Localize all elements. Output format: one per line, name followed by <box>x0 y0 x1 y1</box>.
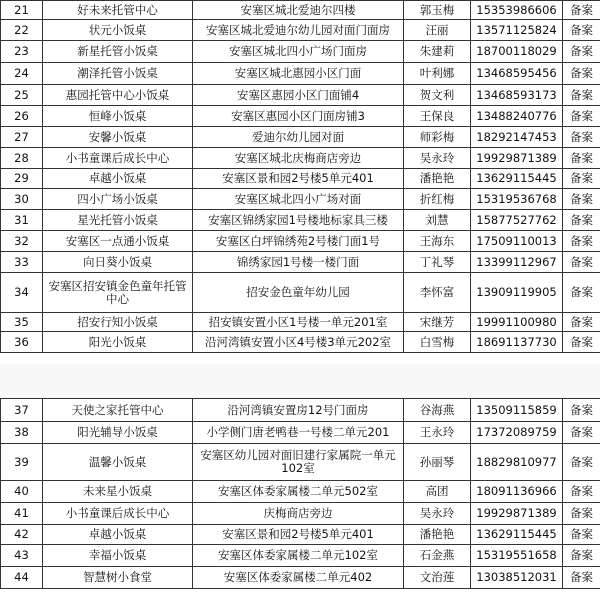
status-cell: 备案 <box>563 148 600 169</box>
address-cell: 安塞区体委家属楼二单元402 <box>193 567 404 589</box>
contact-person-cell: 宋继芳 <box>404 313 471 332</box>
table-row <box>1 252 600 273</box>
row-number-cell: 26 <box>1 106 43 127</box>
address-cell: 锦绣家园1号楼一楼门面 <box>193 252 404 273</box>
address-cell: 安塞区白坪锦绣苑2号楼门面1号 <box>193 231 404 252</box>
address-cell: 庆梅商店旁边 <box>193 503 404 525</box>
address-cell: 安塞区景和园2号楼5单元401 <box>193 525 404 545</box>
table-row <box>1 545 600 567</box>
contact-person-cell: 白雪梅 <box>404 332 471 353</box>
table-row <box>1 189 600 210</box>
contact-person-cell: 郭玉梅 <box>404 1 471 20</box>
center-name-cell: 未来星小饭桌 <box>43 481 193 503</box>
center-name-cell: 惠园托管中心小饭桌 <box>43 85 193 106</box>
row-number-cell: 36 <box>1 332 43 353</box>
status-cell: 备案 <box>563 1 600 20</box>
row-number-cell: 25 <box>1 85 43 106</box>
phone-number-cell: 18292147453 <box>471 127 563 148</box>
contact-person-cell: 师彩梅 <box>404 127 471 148</box>
center-name-cell: 好未来托管中心 <box>43 1 193 20</box>
phone-number-cell: 19929871389 <box>471 148 563 169</box>
contact-person-cell: 潘艳艳 <box>404 525 471 545</box>
status-cell: 备案 <box>563 63 600 85</box>
center-name-cell: 安塞区招安镇金色童年托管中心 <box>43 273 193 313</box>
contact-person-cell: 文治莲 <box>404 567 471 589</box>
contact-person-cell: 孙丽琴 <box>404 444 471 481</box>
address-cell: 招安金色童年幼儿园 <box>193 273 404 313</box>
row-number-cell: 38 <box>1 422 43 444</box>
center-name-cell: 四小广场小饭桌 <box>43 189 193 210</box>
row-number-cell: 37 <box>1 399 43 422</box>
center-name-cell: 幸福小饭桌 <box>43 545 193 567</box>
table-row <box>1 313 600 332</box>
row-number-cell: 32 <box>1 231 43 252</box>
center-name-cell: 阳光辅导小饭桌 <box>43 422 193 444</box>
phone-number-cell: 19991100980 <box>471 313 563 332</box>
row-number-cell: 31 <box>1 210 43 231</box>
address-cell: 安塞区体委家属楼二单元102室 <box>193 545 404 567</box>
center-name-cell: 卓越小饭桌 <box>43 169 193 189</box>
phone-number-cell: 13399112967 <box>471 252 563 273</box>
phone-number-cell: 15319536768 <box>471 189 563 210</box>
status-cell: 备案 <box>563 41 600 63</box>
address-cell: 安塞区城北爱迪尔幼儿园对面门面房 <box>193 20 404 41</box>
center-name-cell: 温馨小饭桌 <box>43 444 193 481</box>
table-row <box>1 127 600 148</box>
row-number-cell: 42 <box>1 525 43 545</box>
status-cell: 备案 <box>563 444 600 481</box>
center-name-cell: 卓越小饭桌 <box>43 525 193 545</box>
status-cell: 备案 <box>563 189 600 210</box>
contact-person-cell: 吴永玲 <box>404 148 471 169</box>
status-cell: 备案 <box>563 85 600 106</box>
contact-person-cell: 折红梅 <box>404 189 471 210</box>
phone-number-cell: 13038512031 <box>471 567 563 589</box>
table-row <box>1 85 600 106</box>
table-row <box>1 444 600 481</box>
status-cell: 备案 <box>563 231 600 252</box>
contact-person-cell: 王永玲 <box>404 422 471 444</box>
contact-person-cell: 刘慧 <box>404 210 471 231</box>
status-cell: 备案 <box>563 525 600 545</box>
contact-person-cell: 丁礼琴 <box>404 252 471 273</box>
address-cell: 安塞区景和园2号楼5单元401 <box>193 169 404 189</box>
row-number-cell: 21 <box>1 1 43 20</box>
status-cell: 备案 <box>563 399 600 422</box>
status-cell: 备案 <box>563 210 600 231</box>
row-number-cell: 44 <box>1 567 43 589</box>
phone-number-cell: 13468593173 <box>471 85 563 106</box>
address-cell: 安塞区城北庆梅商店旁边 <box>193 148 404 169</box>
center-name-cell: 天使之家托管中心 <box>43 399 193 422</box>
page-gap <box>0 364 600 398</box>
center-name-cell: 向日葵小饭桌 <box>43 252 193 273</box>
table-row <box>1 481 600 503</box>
address-cell: 爱迪尔幼儿园对面 <box>193 127 404 148</box>
phone-number-cell: 17372089759 <box>471 422 563 444</box>
phone-number-cell: 15319551658 <box>471 545 563 567</box>
status-cell: 备案 <box>563 567 600 589</box>
address-cell: 安塞区锦绣家园1号楼地标家具三楼 <box>193 210 404 231</box>
phone-number-cell: 18691137730 <box>471 332 563 353</box>
address-cell: 沿河湾镇安置房12号门面房 <box>193 399 404 422</box>
center-name-cell: 小书童课后成长中心 <box>43 148 193 169</box>
center-name-cell: 安馨小饭桌 <box>43 127 193 148</box>
phone-number-cell: 17509110013 <box>471 231 563 252</box>
row-number-cell: 28 <box>1 148 43 169</box>
table-row <box>1 41 600 63</box>
status-cell: 备案 <box>563 127 600 148</box>
address-cell: 安塞区幼儿园对面旧建行家属院一单元102室 <box>193 444 404 481</box>
phone-number-cell: 13629115445 <box>471 169 563 189</box>
phone-number-cell: 13468595456 <box>471 63 563 85</box>
address-cell: 招安镇安置小区1号楼一单元201室 <box>193 313 404 332</box>
status-cell: 备案 <box>563 313 600 332</box>
row-number-cell: 40 <box>1 481 43 503</box>
center-name-cell: 状元小饭桌 <box>43 20 193 41</box>
center-name-cell: 潮泽托管小饭桌 <box>43 63 193 85</box>
contact-person-cell: 高团 <box>404 481 471 503</box>
address-cell: 小学侧门唐老鸭巷一号楼二单元201 <box>193 422 404 444</box>
contact-person-cell: 王保良 <box>404 106 471 127</box>
contact-person-cell: 叶利娜 <box>404 63 471 85</box>
row-number-cell: 43 <box>1 545 43 567</box>
row-number-cell: 24 <box>1 63 43 85</box>
table-row <box>1 106 600 127</box>
contact-person-cell: 王海东 <box>404 231 471 252</box>
table-row <box>1 567 600 589</box>
contact-person-cell: 李怀富 <box>404 273 471 313</box>
table-row <box>1 422 600 444</box>
table-row <box>1 332 600 353</box>
table-row <box>1 231 600 252</box>
table-row <box>1 210 600 231</box>
address-cell: 安塞区城北惠园小区门面 <box>193 63 404 85</box>
center-name-cell: 安塞区一点通小饭桌 <box>43 231 193 252</box>
phone-number-cell: 19929871389 <box>471 503 563 525</box>
address-cell: 安塞区惠园小区门面房铺3 <box>193 106 404 127</box>
table-row <box>1 273 600 313</box>
registry-table-bottom <box>0 398 600 589</box>
status-cell: 备案 <box>563 503 600 525</box>
table-row <box>1 20 600 41</box>
center-name-cell: 新星托管小饭桌 <box>43 41 193 63</box>
row-number-cell: 34 <box>1 273 43 313</box>
contact-person-cell: 吴永玲 <box>404 503 471 525</box>
row-number-cell: 41 <box>1 503 43 525</box>
table-row <box>1 399 600 422</box>
contact-person-cell: 谷海燕 <box>404 399 471 422</box>
center-name-cell: 招安行知小饭桌 <box>43 313 193 332</box>
row-number-cell: 29 <box>1 169 43 189</box>
center-name-cell: 星光托管小饭桌 <box>43 210 193 231</box>
row-number-cell: 35 <box>1 313 43 332</box>
row-number-cell: 22 <box>1 20 43 41</box>
row-number-cell: 23 <box>1 41 43 63</box>
address-cell: 安塞区城北爱迪尔四楼 <box>193 1 404 20</box>
status-cell: 备案 <box>563 106 600 127</box>
status-cell: 备案 <box>563 422 600 444</box>
address-cell: 安塞区体委家属楼二单元502室 <box>193 481 404 503</box>
table-row <box>1 525 600 545</box>
table-row <box>1 63 600 85</box>
center-name-cell: 阳光小饭桌 <box>43 332 193 353</box>
phone-number-cell: 18829810977 <box>471 444 563 481</box>
contact-person-cell: 朱建莉 <box>404 41 471 63</box>
phone-number-cell: 13488240776 <box>471 106 563 127</box>
center-name-cell: 智慧树小食堂 <box>43 567 193 589</box>
status-cell: 备案 <box>563 273 600 313</box>
address-cell: 安塞区城北四小广场门面房 <box>193 41 404 63</box>
status-cell: 备案 <box>563 252 600 273</box>
status-cell: 备案 <box>563 545 600 567</box>
phone-number-cell: 13571125824 <box>471 20 563 41</box>
center-name-cell: 恒峰小饭桌 <box>43 106 193 127</box>
phone-number-cell: 18091136966 <box>471 481 563 503</box>
address-cell: 安塞区惠园小区门面铺4 <box>193 85 404 106</box>
contact-person-cell: 石金燕 <box>404 545 471 567</box>
row-number-cell: 39 <box>1 444 43 481</box>
status-cell: 备案 <box>563 20 600 41</box>
status-cell: 备案 <box>563 481 600 503</box>
table-row <box>1 169 600 189</box>
status-cell: 备案 <box>563 332 600 353</box>
contact-person-cell: 潘艳艳 <box>404 169 471 189</box>
table-row <box>1 148 600 169</box>
phone-number-cell: 18700118029 <box>471 41 563 63</box>
row-number-cell: 30 <box>1 189 43 210</box>
row-number-cell: 27 <box>1 127 43 148</box>
row-number-cell: 33 <box>1 252 43 273</box>
address-cell: 沿河湾镇安置小区4号楼3单元202室 <box>193 332 404 353</box>
phone-number-cell: 13909119905 <box>471 273 563 313</box>
phone-number-cell: 15353986606 <box>471 1 563 20</box>
status-cell: 备案 <box>563 169 600 189</box>
table-row <box>1 1 600 20</box>
phone-number-cell: 13629115445 <box>471 525 563 545</box>
phone-number-cell: 15877527762 <box>471 210 563 231</box>
phone-number-cell: 13509115859 <box>471 399 563 422</box>
table-row <box>1 503 600 525</box>
contact-person-cell: 汪丽 <box>404 20 471 41</box>
center-name-cell: 小书童课后成长中心 <box>43 503 193 525</box>
address-cell: 安塞区城北四小广场对面 <box>193 189 404 210</box>
contact-person-cell: 贺文利 <box>404 85 471 106</box>
